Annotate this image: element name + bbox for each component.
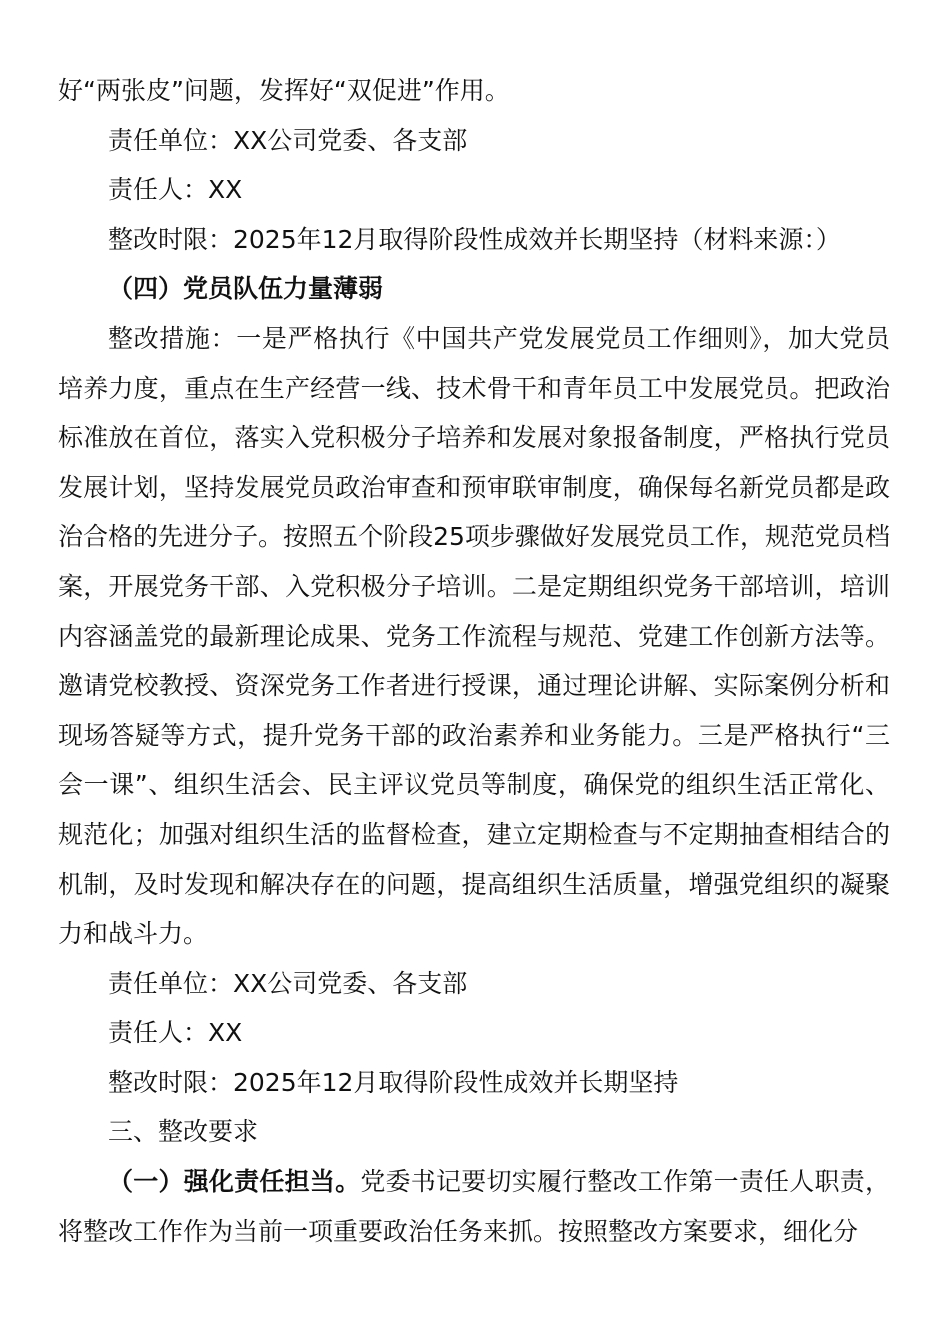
document-page bbox=[58, 66, 890, 1256]
responsible-person-2: 责任人：XX bbox=[108, 1018, 243, 1048]
rectification-measures: 整改措施：一是严格执行《中国共产党发展党员工作细则》，加大党员培养力度，重点在生产经营一线、技术骨干和青年员工中发展党员。把政治标准放在首位，落实入党积极分子培养和发展对象报备制度，严格执行党员发展计划，坚持发展党员政治审查和预审联审制度，确保每名新党员都是政治合格的先进分子。按照五个阶段25项步骤做好发展党员工作，规范党员档案，开展党务干部、入党积极分子培训。二是定期组织党务干部培训，培训内容涵盖党的最新理论成果、党务工作流程与规范、党建工作创新方法等。邀请党校教授、资深党务工作者进行授课，通过理论讲解、实际案例分析和现场答疑等方式，提升党务干部的政治素养和业务能力。三是严格执行“三会一课”、组织生活会、民主评议党员等制度，确保党的组织生活正常化、规范化；加强对组织生活的监督检查，建立定期检查与不定期抽查相结合的机制，及时发现和解决存在的问题，提高组织生活质量，增强党组织的凝聚力和战斗力。 bbox=[58, 323, 890, 949]
responsible-person: 责任人：XX bbox=[108, 175, 243, 205]
requirement-1-title: （一）强化责任担当。 bbox=[108, 1167, 361, 1197]
section-heading-3: 三、整改要求 bbox=[108, 1117, 259, 1147]
section-heading-4: （四）党员队伍力量薄弱 bbox=[108, 274, 384, 304]
responsible-unit-2: 责任单位：XX公司党委、各支部 bbox=[108, 968, 468, 998]
requirement-1 bbox=[58, 1157, 890, 1256]
deadline-2: 整改时限：2025年12月取得阶段性成效并长期坚持 bbox=[108, 1067, 679, 1097]
paragraph-continuation: 好“两张皮”问题，发挥好“双促进”作用。 bbox=[58, 76, 510, 105]
responsible-unit: 责任单位：XX公司党委、各支部 bbox=[108, 125, 468, 155]
requirement-1-text: 党委书记要切实履行整改工作第一责任人职责，将整改工作作为当前一项重要政治任务来抓。按照整改方案要求，细化分 bbox=[58, 1167, 890, 1246]
deadline: 整改时限：2025年12月取得阶段性成效并长期坚持（材料来源：） bbox=[108, 224, 841, 254]
